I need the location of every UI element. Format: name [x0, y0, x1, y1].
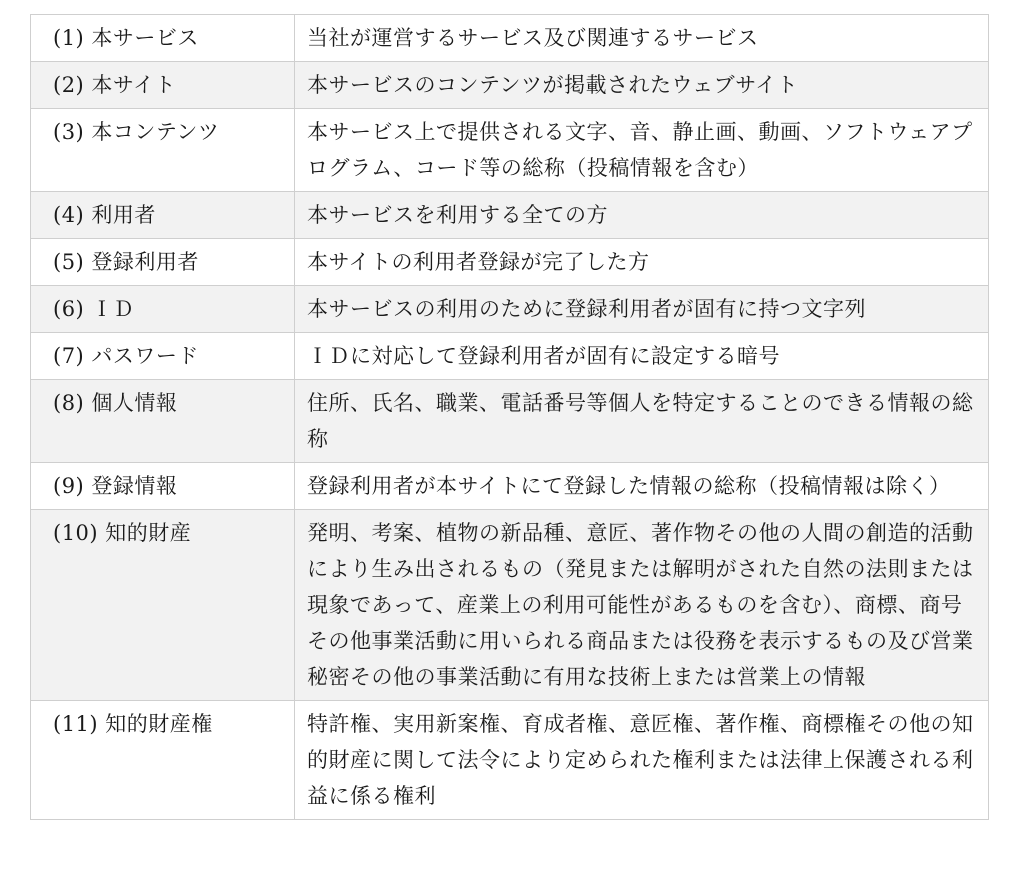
definition-description: 本サービスのコンテンツが掲載されたウェブサイト: [295, 62, 989, 109]
definition-term: (3) 本コンテンツ: [31, 109, 295, 192]
definition-row: [31, 15, 989, 62]
definition-row: [31, 192, 989, 239]
definition-row: [31, 463, 989, 510]
definition-row: [31, 701, 989, 820]
definition-row: [31, 380, 989, 463]
definition-row: [31, 109, 989, 192]
definition-term: (4) 利用者: [31, 192, 295, 239]
definition-term: (8) 個人情報: [31, 380, 295, 463]
definition-description: 本サービスの利用のために登録利用者が固有に持つ文字列: [295, 286, 989, 333]
definition-term: (11) 知的財産権: [31, 701, 295, 820]
definition-term: (2) 本サイト: [31, 62, 295, 109]
definition-description: 本サービス上で提供される文字、音、静止画、動画、ソフトウェアプログラム、コード等の総称（投稿情報を含む）: [295, 109, 989, 192]
definition-term: (5) 登録利用者: [31, 239, 295, 286]
definition-term: (6) ＩＤ: [31, 286, 295, 333]
definition-description: 当社が運営するサービス及び関連するサービス: [295, 15, 989, 62]
definition-term: (7) パスワード: [31, 333, 295, 380]
definition-row: [31, 62, 989, 109]
definition-row: [31, 333, 989, 380]
definition-description: 本サイトの利用者登録が完了した方: [295, 239, 989, 286]
definition-row: [31, 286, 989, 333]
definition-description: 本サービスを利用する全ての方: [295, 192, 989, 239]
definition-description: 発明、考案、植物の新品種、意匠、著作物その他の人間の創造的活動により生み出されるもの（発見または解明がされた自然の法則または現象であって、産業上の利用可能性があるものを含む）、商標、商号その他事業活動に用いられる商品または役務を表示するもの及び営業秘密その他の事業活動に有用な技術上または営業上の情報: [295, 510, 989, 701]
definition-row: [31, 510, 989, 701]
definition-term: (9) 登録情報: [31, 463, 295, 510]
definition-row: [31, 239, 989, 286]
definition-description: 登録利用者が本サイトにて登録した情報の総称（投稿情報は除く）: [295, 463, 989, 510]
definitions-table: [30, 14, 989, 820]
definition-description: 特許権、実用新案権、育成者権、意匠権、著作権、商標権その他の知的財産に関して法令により定められた権利または法律上保護される利益に係る権利: [295, 701, 989, 820]
definition-description: ＩＤに対応して登録利用者が固有に設定する暗号: [295, 333, 989, 380]
definition-term: (10) 知的財産: [31, 510, 295, 701]
definition-description: 住所、氏名、職業、電話番号等個人を特定することのできる情報の総称: [295, 380, 989, 463]
definition-term: (1) 本サービス: [31, 15, 295, 62]
